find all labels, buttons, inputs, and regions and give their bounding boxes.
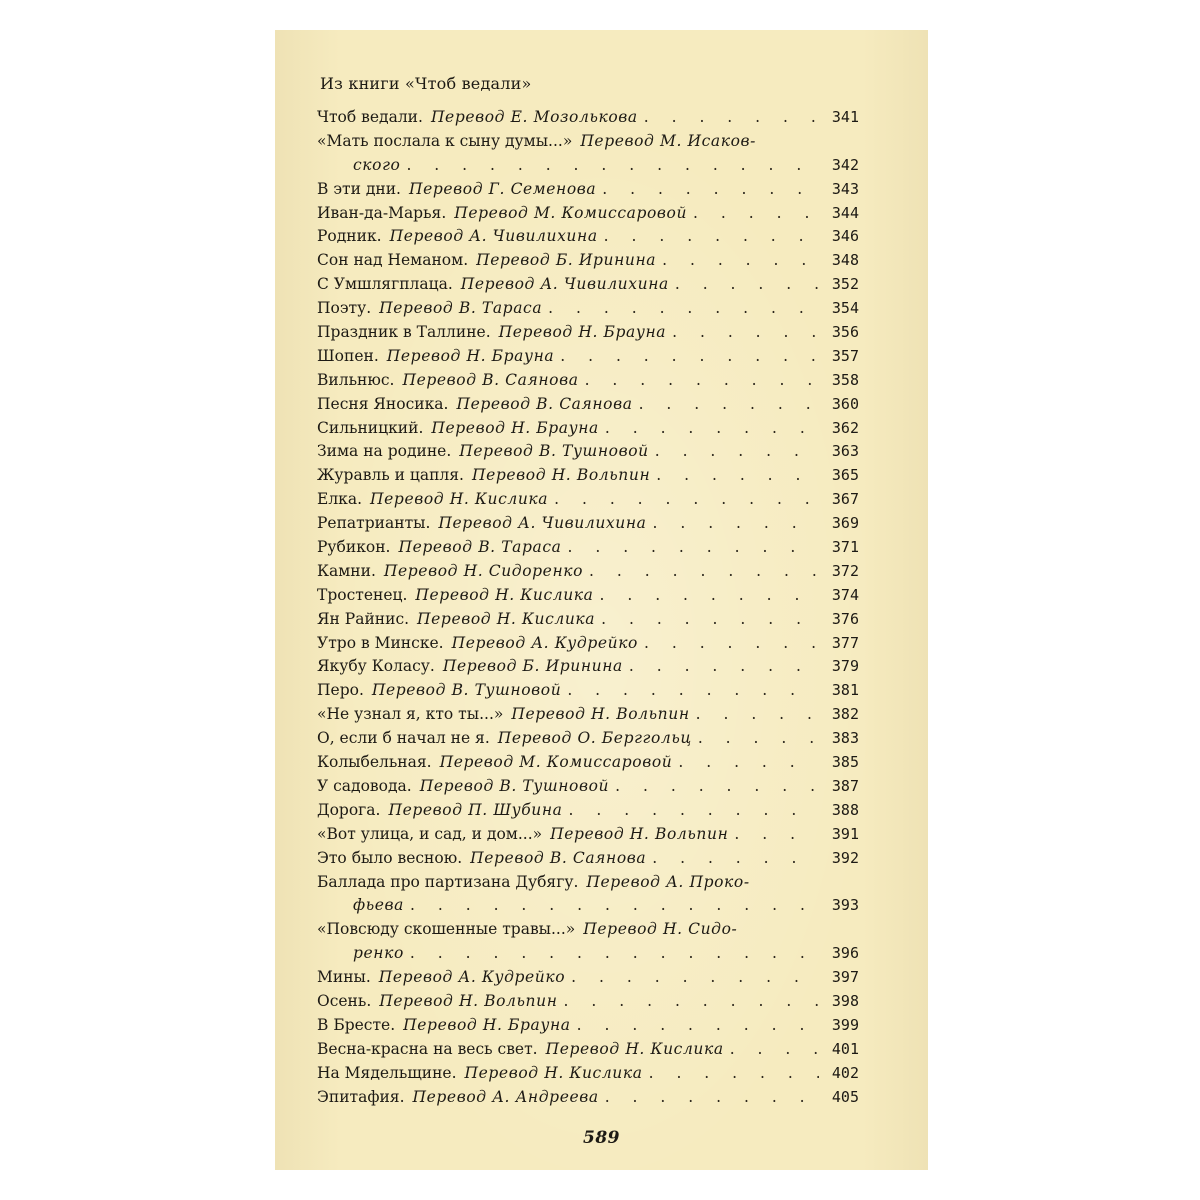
dot-leader: [655, 440, 819, 464]
entry-translator: Перевод Б. Иринина: [476, 251, 657, 270]
entry-page-number: 367: [831, 490, 859, 509]
dot-leader: [644, 106, 819, 130]
entry-translator: Перевод Н. Кислика: [417, 609, 596, 628]
dot-leader: [600, 584, 820, 608]
toc-entry: [317, 321, 859, 345]
entry-translator: Перевод М. Комиссаровой: [439, 753, 673, 772]
entry-translator: Перевод Е. Мозолькова: [430, 108, 638, 126]
entry-title: Сон над Неманом.: [317, 251, 469, 270]
toc-entry: [317, 894, 859, 918]
entry-title: На Мядельщине.: [317, 1063, 457, 1082]
entry-page-number: 369: [831, 514, 859, 533]
entry-title: Колыбельная.: [317, 753, 432, 772]
toc-entry: [317, 417, 859, 441]
entry-page-number: 341: [831, 108, 859, 126]
entry-translator: Перевод А. Андреева: [412, 1087, 599, 1106]
toc-entry: [317, 273, 859, 297]
entry-page-number: 356: [831, 323, 859, 342]
toc-entry: [317, 1038, 859, 1062]
toc-entry: [317, 202, 859, 226]
entry-title: Эпитафия.: [317, 1087, 405, 1106]
dot-leader: [410, 942, 819, 966]
dot-leader: [675, 273, 819, 297]
entry-translator: Перевод Н. Брауна: [431, 418, 599, 437]
toc-entry: [317, 1014, 859, 1038]
entry-page-number: 374: [831, 585, 859, 604]
entry-title: «Вот улица, и сад, и дом...»: [317, 824, 543, 843]
dot-leader: [568, 536, 820, 560]
dot-leader: [406, 154, 819, 178]
dot-leader: [656, 464, 819, 488]
entry-translator: Перевод А. Кудрейко: [378, 968, 566, 987]
entry-translator: фьева: [353, 896, 405, 915]
dot-leader: [605, 417, 819, 441]
toc-entry: [317, 608, 859, 632]
entry-title: Шопен.: [317, 346, 379, 365]
entry-title: Сильницкий.: [317, 418, 424, 437]
dot-leader: [604, 225, 819, 249]
entry-page-number: 343: [831, 179, 859, 198]
entry-page-number: 377: [831, 633, 859, 652]
entry-page-number: 362: [831, 418, 859, 437]
entry-page-number: 391: [831, 824, 859, 843]
entry-translator: Перевод А. Чивилихина: [460, 275, 669, 294]
entry-translator: Перевод Н. Вольпин: [472, 466, 651, 485]
entry-translator: Перевод В. Тушновой: [419, 776, 610, 795]
dot-leader: [653, 512, 820, 536]
toc-entry: [317, 440, 859, 464]
entry-translator: Перевод В. Тушновой: [371, 681, 562, 700]
entry-title: Иван-да-Марья.: [317, 203, 447, 222]
entry-page-number: 397: [831, 968, 859, 987]
entry-translator: Перевод М. Комиссаровой: [454, 203, 688, 222]
entry-title: У садовода.: [317, 776, 412, 795]
dot-leader: [639, 393, 819, 417]
entry-title: Песня Яносика.: [317, 394, 449, 413]
entry-page-number: 398: [831, 991, 859, 1010]
toc-entry: [317, 225, 859, 249]
entry-page-number: 358: [831, 370, 859, 389]
entry-page-number: 379: [831, 657, 859, 676]
entry-translator: Перевод Н. Вольпин: [550, 824, 729, 843]
entry-title: Весна-красна на весь свет.: [317, 1039, 538, 1058]
entry-title: Чтоб ведали.: [317, 108, 423, 126]
toc-entry: [317, 536, 859, 560]
toc-entry: [317, 679, 859, 703]
entry-translator: Перевод Н. Брауна: [386, 346, 555, 365]
toc-entry: [317, 847, 859, 871]
page-number: 589: [583, 1128, 620, 1148]
toc-entry: [317, 823, 859, 847]
entry-title: Дорога.: [317, 800, 381, 819]
entry-title: В Бресте.: [317, 1015, 396, 1034]
entry-page-number: 363: [831, 442, 859, 461]
entry-page-number: 346: [831, 227, 859, 246]
entry-title: О, если б начал не я.: [317, 729, 490, 748]
entry-title: Тростенец.: [317, 585, 408, 604]
entry-title: Это было весною.: [317, 848, 463, 867]
entry-translator: Перевод В. Тараса: [379, 299, 543, 318]
entry-translator: Перевод Б. Иринина: [442, 657, 623, 676]
entry-page-number: 405: [831, 1087, 859, 1106]
toc-entry: [317, 464, 859, 488]
dot-leader: [605, 1086, 819, 1110]
toc-entry: [317, 560, 859, 584]
entry-page-number: 357: [831, 346, 859, 365]
entry-title: Ян Райнис.: [317, 609, 410, 628]
entry-translator: Перевод П. Шубина: [388, 800, 563, 819]
dot-leader: [548, 297, 819, 321]
entry-translator: Перевод Н. Кислика: [464, 1063, 643, 1082]
entry-translator: Перевод В. Саянова: [402, 370, 579, 389]
entry-title: Осень.: [317, 991, 372, 1010]
toc-entry: [317, 727, 859, 751]
entry-translator: Перевод В. Саянова: [456, 394, 633, 413]
entry-page-number: 360: [831, 394, 859, 413]
entry-translator: Перевод М. Исаков-: [580, 131, 757, 150]
entry-title: «Повсюду скошенные травы...»: [317, 920, 576, 939]
dot-leader: [601, 608, 819, 632]
entry-title: Якубу Коласу.: [317, 657, 435, 676]
dot-leader: [644, 632, 819, 656]
table-of-contents: [317, 106, 859, 1109]
entry-title: Перо.: [317, 681, 364, 700]
entry-page-number: 348: [831, 251, 859, 270]
toc-entry: [317, 130, 859, 154]
toc-entry: [317, 775, 859, 799]
dot-leader: [560, 345, 819, 369]
toc-entry: [317, 512, 859, 536]
entry-translator: Перевод Н. Вольпин: [511, 705, 690, 724]
dot-leader: [629, 655, 819, 679]
toc-entry: [317, 1062, 859, 1086]
entry-translator: ренко: [353, 944, 404, 963]
entry-page-number: 388: [831, 800, 859, 819]
entry-translator: Перевод Н. Брауна: [498, 323, 667, 342]
toc-entry: [317, 871, 859, 895]
toc-entry: [317, 942, 859, 966]
dot-leader: [698, 727, 819, 751]
entry-page-number: 399: [831, 1015, 859, 1034]
dot-leader: [585, 369, 819, 393]
toc-entry: [317, 369, 859, 393]
entry-title: Зима на родине.: [317, 442, 452, 461]
entry-page-number: 402: [831, 1063, 859, 1082]
entry-translator: Перевод А. Кудрейко: [451, 633, 638, 652]
entry-page-number: 382: [831, 705, 859, 724]
entry-page-number: 392: [831, 848, 859, 867]
entry-translator: Перевод А. Чивилихина: [389, 227, 598, 246]
toc-entry: [317, 966, 859, 990]
entry-translator: Перевод О. Берггольц: [497, 729, 692, 748]
toc-entry: [317, 632, 859, 656]
dot-leader: [734, 823, 819, 847]
entry-page-number: 372: [831, 561, 859, 580]
dot-leader: [649, 1062, 819, 1086]
section-title: Из книги «Чтоб ведали»: [320, 74, 532, 93]
entry-title: Журавль и цапля.: [317, 466, 464, 485]
entry-translator: Перевод Н. Сидоренко: [383, 561, 584, 580]
entry-translator: Перевод В. Саянова: [470, 848, 647, 867]
entry-translator: Перевод Н. Сидо-: [583, 920, 738, 939]
toc-entry: [317, 154, 859, 178]
entry-page-number: 352: [831, 275, 859, 294]
toc-entry: [317, 990, 859, 1014]
toc-entry: [317, 799, 859, 823]
toc-entry: [317, 106, 859, 130]
entry-title: «Не узнал я, кто ты...»: [317, 705, 504, 724]
dot-leader: [589, 560, 819, 584]
entry-title: С Умшлягплаца.: [317, 275, 453, 294]
toc-entry: [317, 393, 859, 417]
entry-translator: Перевод Н. Брауна: [403, 1015, 571, 1034]
dot-leader: [602, 178, 819, 202]
dot-leader: [571, 966, 819, 990]
entry-title: Репатрианты.: [317, 514, 431, 533]
dot-leader: [678, 751, 819, 775]
entry-translator: ского: [353, 155, 401, 174]
dot-leader: [693, 202, 819, 226]
entry-title: «Мать послала к сыну думы...»: [317, 131, 573, 150]
toc-entry: [317, 655, 859, 679]
toc-entry: [317, 584, 859, 608]
dot-leader: [696, 703, 819, 727]
entry-translator: Перевод А. Чивилихина: [438, 514, 647, 533]
toc-entry: [317, 297, 859, 321]
entry-page-number: 381: [831, 681, 859, 700]
entry-title: Мины.: [317, 968, 371, 987]
dot-leader: [730, 1038, 819, 1062]
entry-title: Родник.: [317, 227, 382, 246]
entry-title: Елка.: [317, 490, 363, 509]
book-page: [275, 30, 928, 1170]
entry-translator: Перевод Н. Кислика: [370, 490, 549, 509]
entry-translator: Перевод Н. Вольпин: [379, 991, 558, 1010]
dot-leader: [564, 990, 819, 1014]
entry-page-number: 376: [831, 609, 859, 628]
entry-page-number: 342: [831, 155, 859, 174]
dot-leader: [569, 799, 819, 823]
entry-translator: Перевод А. Проко-: [586, 872, 750, 891]
entry-title: В эти дни.: [317, 179, 401, 198]
dot-leader: [567, 679, 819, 703]
toc-entry: [317, 249, 859, 273]
entry-page-number: 365: [831, 466, 859, 485]
entry-title: Утро в Минске.: [317, 633, 444, 652]
entry-translator: Перевод Г. Семенова: [408, 179, 597, 198]
entry-title: Поэту.: [317, 299, 372, 318]
entry-title: Вильнюс.: [317, 370, 395, 389]
entry-page-number: 385: [831, 753, 859, 772]
entry-page-number: 344: [831, 203, 859, 222]
entry-page-number: 393: [831, 896, 859, 915]
toc-entry: [317, 1086, 859, 1110]
toc-entry: [317, 918, 859, 942]
dot-leader: [554, 488, 819, 512]
entry-title: Праздник в Таллине.: [317, 323, 491, 342]
entry-page-number: 383: [831, 729, 859, 748]
dot-leader: [615, 775, 819, 799]
toc-entry: [317, 703, 859, 727]
toc-entry: [317, 751, 859, 775]
entry-translator: Перевод Н. Кислика: [415, 585, 594, 604]
dot-leader: [662, 249, 819, 273]
toc-entry: [317, 345, 859, 369]
dot-leader: [577, 1014, 819, 1038]
entry-page-number: 354: [831, 299, 859, 318]
toc-entry: [317, 488, 859, 512]
entry-title: Рубикон.: [317, 538, 391, 557]
entry-page-number: 396: [831, 944, 859, 963]
dot-leader: [410, 894, 819, 918]
entry-translator: Перевод В. Тушновой: [459, 442, 649, 461]
entry-page-number: 387: [831, 776, 859, 795]
entry-page-number: 371: [831, 538, 859, 557]
entry-translator: Перевод В. Тараса: [398, 538, 562, 557]
dot-leader: [672, 321, 819, 345]
toc-entry: [317, 178, 859, 202]
entry-title: Баллада про партизана Дубягу.: [317, 872, 579, 891]
dot-leader: [652, 847, 819, 871]
entry-title: Камни.: [317, 561, 376, 580]
entry-translator: Перевод Н. Кислика: [545, 1039, 724, 1058]
entry-page-number: 401: [831, 1039, 859, 1058]
